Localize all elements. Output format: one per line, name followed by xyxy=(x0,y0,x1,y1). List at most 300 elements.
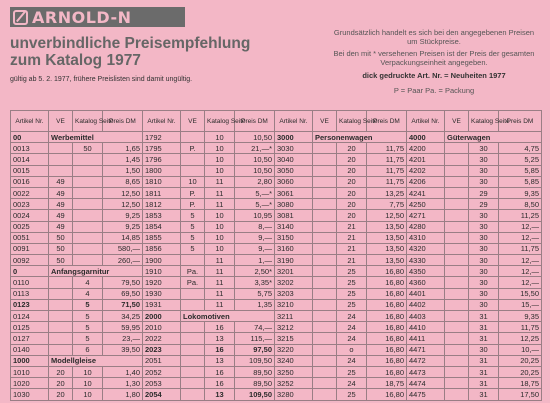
table-cell: 13,50 xyxy=(367,221,407,232)
table-cell: 31 xyxy=(469,378,499,389)
table-cell: 30 xyxy=(469,210,499,221)
table-cell: 0140 xyxy=(11,344,49,355)
table-cell: 50 xyxy=(49,243,73,254)
table-cell: 10 xyxy=(73,366,103,377)
title-line-1: unverbindliche Preisempfehlung xyxy=(10,35,251,52)
table-row xyxy=(11,221,542,232)
table-row xyxy=(11,143,542,154)
notes-box xyxy=(328,28,540,98)
table-row xyxy=(11,255,542,266)
table-cell: 2054 xyxy=(143,389,181,400)
table-cell: 31 xyxy=(469,355,499,366)
table-row xyxy=(11,132,542,143)
table-cell: 20 xyxy=(337,199,367,210)
table-cell: 3250 xyxy=(275,366,313,377)
table-row xyxy=(11,277,542,288)
column-header: Artikel Nr. xyxy=(275,111,313,132)
table-cell: 23,— xyxy=(103,333,143,344)
table-cell xyxy=(445,176,469,187)
table-cell: 24 xyxy=(337,311,367,322)
table-cell: 20 xyxy=(49,378,73,389)
table-cell: 10 xyxy=(205,165,235,176)
table-cell: 4280 xyxy=(407,221,445,232)
table-cell: 3190 xyxy=(275,255,313,266)
table-cell: 50 xyxy=(49,232,73,243)
table-cell xyxy=(73,243,103,254)
table-cell: 2052 xyxy=(143,366,181,377)
table-cell: 9,25 xyxy=(103,221,143,232)
table-cell: 12,— xyxy=(499,266,542,277)
table-cell: 1855 xyxy=(143,232,181,243)
table-cell: Pa. xyxy=(181,277,205,288)
table-cell: 0024 xyxy=(11,210,49,221)
table-cell: 4271 xyxy=(407,210,445,221)
table-cell xyxy=(445,221,469,232)
table-cell: 25 xyxy=(337,277,367,288)
table-cell: 4475 xyxy=(407,389,445,400)
table-cell: 0124 xyxy=(11,311,49,322)
table-cell xyxy=(445,355,469,366)
table-cell: 30 xyxy=(469,176,499,187)
table-cell: 2051 xyxy=(143,355,181,366)
table-cell xyxy=(313,344,337,355)
table-cell: 16,80 xyxy=(367,288,407,299)
table-cell xyxy=(73,199,103,210)
table-cell xyxy=(49,344,73,355)
table-cell: 49 xyxy=(49,176,73,187)
table-cell: 11,75 xyxy=(367,176,407,187)
table-cell: 10,95 xyxy=(235,210,275,221)
table-cell: 16,80 xyxy=(367,389,407,400)
table-cell: 16 xyxy=(205,378,235,389)
table-cell xyxy=(73,232,103,243)
table-cell: 20,25 xyxy=(499,366,542,377)
table-cell xyxy=(313,255,337,266)
table-cell: 11 xyxy=(205,176,235,187)
table-cell xyxy=(445,143,469,154)
table-cell: 115,— xyxy=(235,333,275,344)
table-cell: 49 xyxy=(49,221,73,232)
table-cell: 10 xyxy=(205,232,235,243)
table-cell: 10 xyxy=(205,210,235,221)
table-cell xyxy=(181,333,205,344)
table-cell: 30 xyxy=(469,288,499,299)
column-header: VE xyxy=(49,111,73,132)
table-cell: 25 xyxy=(337,288,367,299)
table-cell xyxy=(445,165,469,176)
table-cell: 24 xyxy=(337,378,367,389)
table-cell: 14,85 xyxy=(103,232,143,243)
table-cell: 8,65 xyxy=(103,176,143,187)
table-cell: 16,80 xyxy=(367,344,407,355)
table-cell: 0091 xyxy=(11,243,49,254)
table-cell: 10 xyxy=(73,378,103,389)
table-cell: 9,35 xyxy=(499,187,542,198)
table-cell xyxy=(49,299,73,310)
table-cell: 4 xyxy=(73,277,103,288)
table-cell: 24 xyxy=(337,322,367,333)
table-cell: 31 xyxy=(469,333,499,344)
table-cell: 1020 xyxy=(11,378,49,389)
table-cell: 16,80 xyxy=(367,277,407,288)
table-cell: 1800 xyxy=(143,165,181,176)
table-cell: 4,75 xyxy=(499,143,542,154)
table-cell xyxy=(313,143,337,154)
table-cell: 4200 xyxy=(407,143,445,154)
table-cell xyxy=(445,299,469,310)
table-cell: 1010 xyxy=(11,366,49,377)
table-cell: 16 xyxy=(205,322,235,333)
table-row xyxy=(11,232,542,243)
table-cell: 12,— xyxy=(499,232,542,243)
table-row xyxy=(11,333,542,344)
table-cell: 11,75 xyxy=(367,154,407,165)
table-row xyxy=(11,266,542,277)
table-cell: 16,80 xyxy=(367,266,407,277)
note-new-items: dick gedruckte Art. Nr. = Neuheiten 1977 xyxy=(362,71,506,80)
table-cell xyxy=(181,255,205,266)
table-cell: 10,— xyxy=(499,344,542,355)
note-abbreviations: P = Paar Pa. = Packung xyxy=(393,86,475,95)
table-cell: 1,40 xyxy=(103,366,143,377)
table-cell: 9,— xyxy=(235,232,275,243)
table-cell xyxy=(445,199,469,210)
table-cell: 5,—* xyxy=(235,199,275,210)
title-line-2: zum Katalog 1977 xyxy=(10,52,141,69)
table-cell: 18,75 xyxy=(499,378,542,389)
table-cell: 1,50 xyxy=(103,165,143,176)
table-cell xyxy=(49,322,73,333)
brand-logo xyxy=(10,7,185,27)
table-cell: 8,— xyxy=(235,221,275,232)
table-cell: 16 xyxy=(205,344,235,355)
table-cell: 34,25 xyxy=(103,311,143,322)
table-cell: 4250 xyxy=(407,199,445,210)
table-cell: 3,35* xyxy=(235,277,275,288)
table-cell: 12,50 xyxy=(103,199,143,210)
table-cell: 24 xyxy=(337,355,367,366)
table-cell xyxy=(445,154,469,165)
table-cell: 3030 xyxy=(275,143,313,154)
table-cell: 11,75 xyxy=(367,165,407,176)
table-cell: 79,50 xyxy=(103,277,143,288)
table-cell: 10 xyxy=(205,221,235,232)
table-cell: 49 xyxy=(49,210,73,221)
table-cell: 3140 xyxy=(275,221,313,232)
table-cell xyxy=(313,210,337,221)
table-cell: 10 xyxy=(205,143,235,154)
table-header-row xyxy=(11,111,542,132)
table-cell: 3212 xyxy=(275,322,313,333)
table-cell: 109,50 xyxy=(235,389,275,400)
table-cell: 12,— xyxy=(499,221,542,232)
table-cell: 30 xyxy=(469,255,499,266)
table-cell: 11 xyxy=(205,199,235,210)
table-cell xyxy=(313,389,337,400)
table-cell: 2053 xyxy=(143,378,181,389)
table-cell xyxy=(445,366,469,377)
table-cell: 00 xyxy=(11,132,49,143)
table-cell xyxy=(181,299,205,310)
table-cell: 0014 xyxy=(11,154,49,165)
table-cell: 29 xyxy=(469,187,499,198)
table-cell: 5,25 xyxy=(499,154,542,165)
table-cell: 5,85 xyxy=(499,165,542,176)
table-cell: 10 xyxy=(205,243,235,254)
table-cell: 1856 xyxy=(143,243,181,254)
table-cell: 1910 xyxy=(143,266,181,277)
table-cell: 13,50 xyxy=(367,243,407,254)
table-cell xyxy=(313,277,337,288)
table-cell xyxy=(181,389,205,400)
table-cell: 0023 xyxy=(11,199,49,210)
table-cell: 30 xyxy=(469,232,499,243)
table-cell: 4 xyxy=(73,288,103,299)
column-header: Artikel Nr. xyxy=(11,111,49,132)
table-cell: 1030 xyxy=(11,389,49,400)
table-cell: 9,25 xyxy=(103,210,143,221)
table-cell: 11,75 xyxy=(499,322,542,333)
table-row xyxy=(11,389,542,400)
column-header: VE xyxy=(181,111,205,132)
table-cell: 5,85 xyxy=(499,176,542,187)
table-cell: 11 xyxy=(205,187,235,198)
table-cell: 20 xyxy=(337,187,367,198)
table-cell: 20 xyxy=(337,143,367,154)
table-cell xyxy=(181,132,205,143)
table-cell: 5 xyxy=(73,311,103,322)
table-cell: Pa. xyxy=(181,266,205,277)
table-cell xyxy=(181,378,205,389)
table-cell: 25 xyxy=(337,366,367,377)
table-cell: 11 xyxy=(205,277,235,288)
table-cell: 0016 xyxy=(11,176,49,187)
table-cell xyxy=(73,154,103,165)
table-cell: 20 xyxy=(337,176,367,187)
table-row xyxy=(11,355,542,366)
column-header: Preis DM xyxy=(103,111,143,132)
table-cell: 10,50 xyxy=(235,132,275,143)
table-cell: 0110 xyxy=(11,277,49,288)
table-cell: 16,80 xyxy=(367,299,407,310)
table-cell xyxy=(313,221,337,232)
table-cell: 9,35 xyxy=(499,311,542,322)
table-cell: 15,— xyxy=(499,299,542,310)
table-cell xyxy=(49,143,73,154)
table-cell: 30 xyxy=(469,165,499,176)
table-cell: 50 xyxy=(49,255,73,266)
table-cell xyxy=(313,154,337,165)
table-cell xyxy=(313,288,337,299)
table-cell: P. xyxy=(181,199,205,210)
table-cell: 3060 xyxy=(275,176,313,187)
table-cell: 0051 xyxy=(11,232,49,243)
table-cell: 4201 xyxy=(407,154,445,165)
table-cell: 4410 xyxy=(407,322,445,333)
table-cell: 0022 xyxy=(11,187,49,198)
table-cell: 12,25 xyxy=(499,333,542,344)
section-heading-cell: Personenwagen xyxy=(313,132,407,143)
table-cell: 1792 xyxy=(143,132,181,143)
table-cell: 31 xyxy=(469,311,499,322)
table-cell xyxy=(49,154,73,165)
table-row xyxy=(11,299,542,310)
column-header: Katalog Seite xyxy=(73,111,103,132)
table-cell: 29 xyxy=(469,199,499,210)
table-cell xyxy=(445,311,469,322)
table-cell xyxy=(49,333,73,344)
table-cell: 3061 xyxy=(275,187,313,198)
table-cell: 3000 xyxy=(275,132,313,143)
table-cell: 1,45 xyxy=(103,154,143,165)
table-cell: 13,25 xyxy=(367,187,407,198)
table-cell: 11,25 xyxy=(499,210,542,221)
column-header: Preis DM xyxy=(499,111,542,132)
column-header: Katalog Seite xyxy=(337,111,367,132)
table-cell: 15,50 xyxy=(499,288,542,299)
table-cell: 5 xyxy=(181,243,205,254)
section-heading-cell: Anfangsgarnitur xyxy=(49,266,143,277)
validity-note: gültig ab 5. 2. 1977, frühere Preislisten sind damit ungültig. xyxy=(10,76,193,83)
table-cell: o xyxy=(337,344,367,355)
table-cell: 4401 xyxy=(407,288,445,299)
table-cell: 12,— xyxy=(499,255,542,266)
table-cell: 50 xyxy=(73,143,103,154)
table-cell: 16,80 xyxy=(367,322,407,333)
table-cell xyxy=(181,366,205,377)
table-cell: 4403 xyxy=(407,311,445,322)
table-cell: 4202 xyxy=(407,165,445,176)
table-cell: 16,80 xyxy=(367,366,407,377)
table-cell: 17,50 xyxy=(499,389,542,400)
table-cell xyxy=(445,266,469,277)
table-row xyxy=(11,199,542,210)
table-cell: 3040 xyxy=(275,154,313,165)
table-row xyxy=(11,288,542,299)
table-cell xyxy=(49,311,73,322)
table-cell xyxy=(73,187,103,198)
table-cell: 20 xyxy=(337,154,367,165)
table-cell: 5,75 xyxy=(235,288,275,299)
table-cell xyxy=(181,154,205,165)
table-cell: 3201 xyxy=(275,266,313,277)
table-cell: 1796 xyxy=(143,154,181,165)
table-cell xyxy=(181,322,205,333)
table-row xyxy=(11,366,542,377)
table-cell: 3081 xyxy=(275,210,313,221)
table-cell: 4473 xyxy=(407,366,445,377)
table-cell: 25 xyxy=(337,266,367,277)
table-cell: 49 xyxy=(49,187,73,198)
table-cell: 3080 xyxy=(275,199,313,210)
table-cell: 2010 xyxy=(143,322,181,333)
table-cell: 30 xyxy=(469,277,499,288)
table-cell: 4330 xyxy=(407,255,445,266)
table-cell: 89,50 xyxy=(235,378,275,389)
table-cell: 1930 xyxy=(143,288,181,299)
table-cell: 2,50* xyxy=(235,266,275,277)
table-cell: 0015 xyxy=(11,165,49,176)
column-header: Artikel Nr. xyxy=(407,111,445,132)
table-cell: 1795 xyxy=(143,143,181,154)
table-cell: 2000 xyxy=(143,311,181,322)
table-cell: 21 xyxy=(337,232,367,243)
table-cell: 580,— xyxy=(103,243,143,254)
table-cell xyxy=(313,322,337,333)
table-cell xyxy=(313,366,337,377)
table-cell: 74,— xyxy=(235,322,275,333)
table-cell: 1810 xyxy=(143,176,181,187)
table-cell: 16,80 xyxy=(367,333,407,344)
section-heading-cell: Modellgleise xyxy=(49,355,143,366)
table-cell: 6 xyxy=(73,344,103,355)
table-cell: 5 xyxy=(73,322,103,333)
table-cell: 10,50 xyxy=(235,165,275,176)
table-row xyxy=(11,176,542,187)
section-heading-cell: Werbemittel xyxy=(49,132,143,143)
table-cell xyxy=(313,165,337,176)
table-cell xyxy=(445,243,469,254)
table-cell: 5 xyxy=(181,210,205,221)
page-title xyxy=(10,35,250,69)
table-cell: 12,50 xyxy=(103,187,143,198)
table-row xyxy=(11,344,542,355)
column-header: Preis DM xyxy=(235,111,275,132)
slash-logo-icon xyxy=(13,10,28,25)
table-cell: 30 xyxy=(469,154,499,165)
table-cell: 5,—* xyxy=(235,187,275,198)
table-cell xyxy=(313,299,337,310)
table-cell: 11 xyxy=(205,255,235,266)
table-cell: 3050 xyxy=(275,165,313,176)
table-cell xyxy=(181,344,205,355)
table-cell: 2022 xyxy=(143,333,181,344)
table-cell: 3150 xyxy=(275,232,313,243)
table-cell: P. xyxy=(181,143,205,154)
table-cell: 16,80 xyxy=(367,355,407,366)
table-cell xyxy=(445,344,469,355)
table-cell: 12,50 xyxy=(367,210,407,221)
table-cell: 1,30 xyxy=(103,378,143,389)
note-unit-prices: Grundsätzlich handelt es sich bei den angegebenen Preisen um Stückpreise. xyxy=(333,28,535,46)
table-cell xyxy=(313,266,337,277)
table-cell: 31 xyxy=(469,389,499,400)
table-cell: 1853 xyxy=(143,210,181,221)
table-cell: 3210 xyxy=(275,299,313,310)
table-row xyxy=(11,378,542,389)
table-cell xyxy=(445,277,469,288)
table-cell: 1900 xyxy=(143,255,181,266)
table-cell xyxy=(445,255,469,266)
table-cell: 10 xyxy=(205,154,235,165)
table-cell: 21 xyxy=(337,255,367,266)
table-cell: 20 xyxy=(49,366,73,377)
table-cell: 89,50 xyxy=(235,366,275,377)
table-cell: 4474 xyxy=(407,378,445,389)
table-cell: 4471 xyxy=(407,344,445,355)
table-cell: 0025 xyxy=(11,221,49,232)
table-cell: 3215 xyxy=(275,333,313,344)
table-cell xyxy=(313,199,337,210)
table-cell xyxy=(73,255,103,266)
table-cell xyxy=(445,378,469,389)
table-cell: 1,65 xyxy=(103,143,143,154)
table-row xyxy=(11,322,542,333)
table-cell: 16 xyxy=(205,366,235,377)
table-cell: 11,75 xyxy=(499,243,542,254)
table-cell xyxy=(313,187,337,198)
table-cell: 59,95 xyxy=(103,322,143,333)
